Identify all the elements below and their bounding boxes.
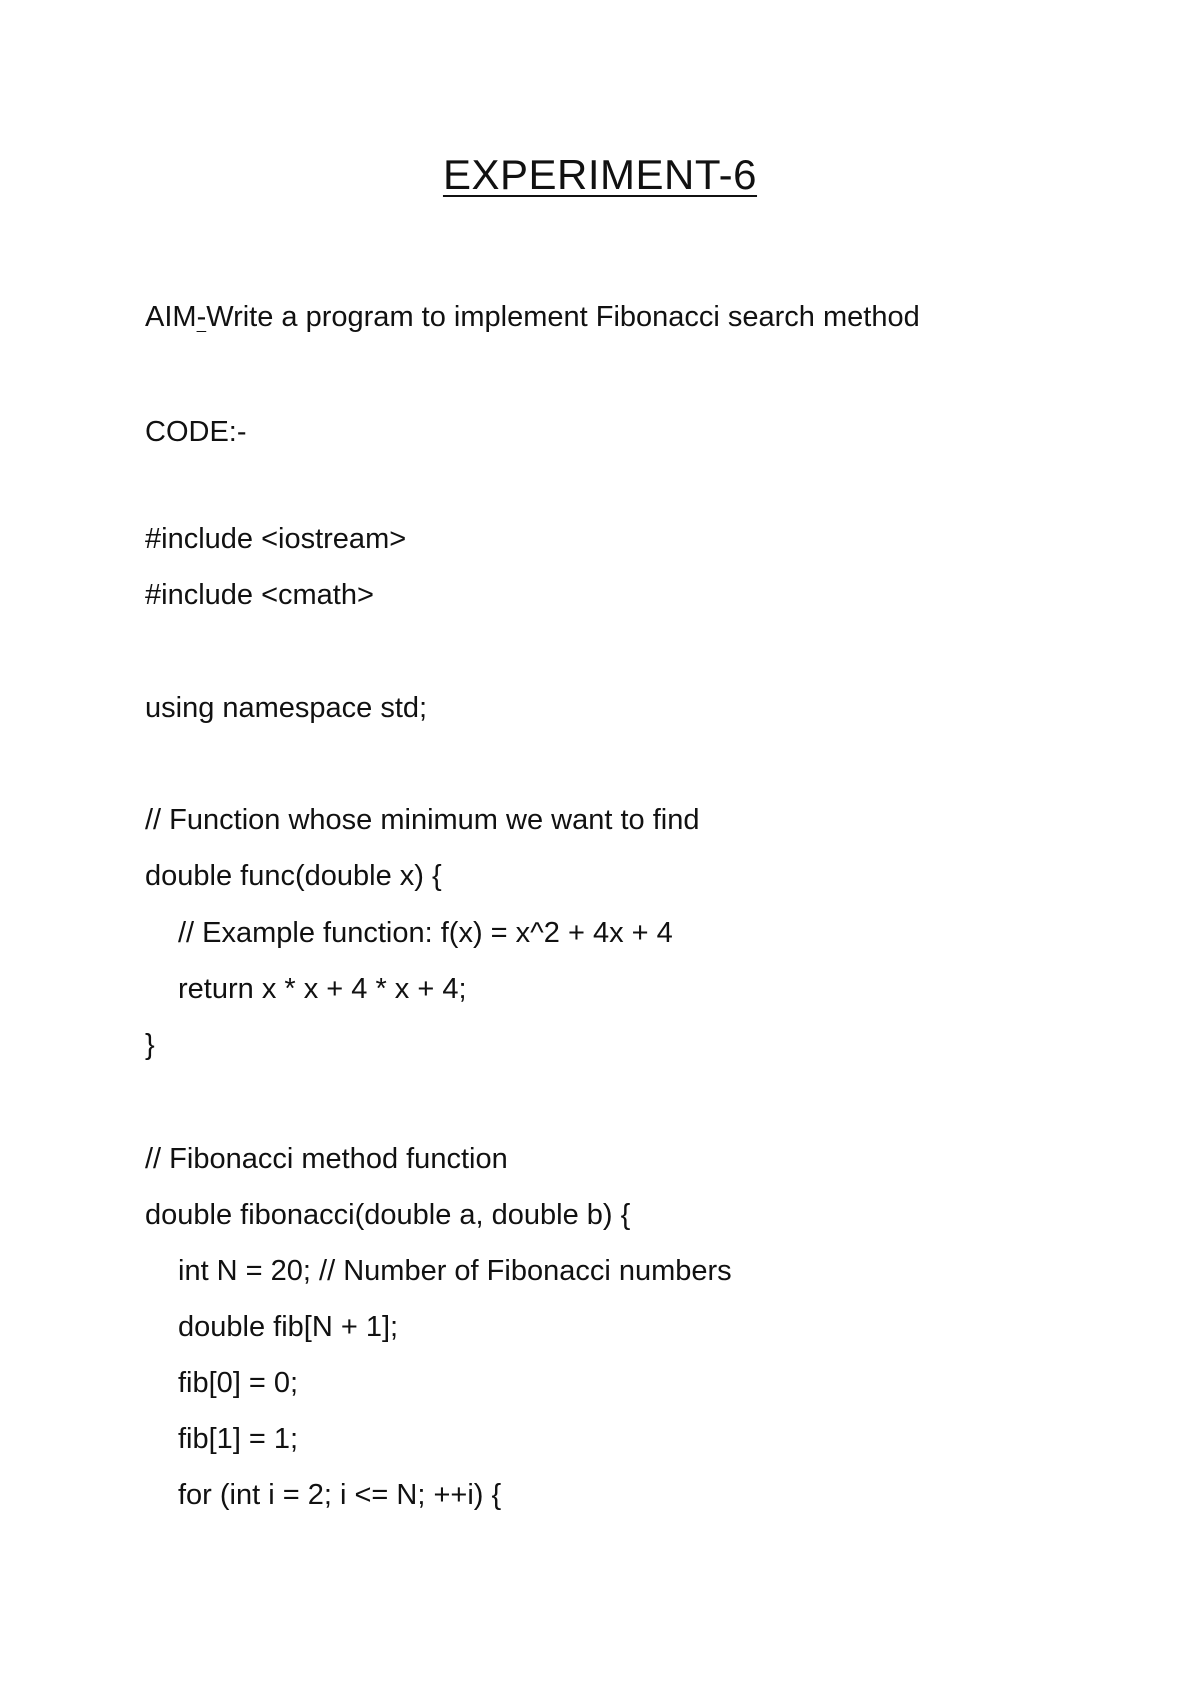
code-comment-line: // Fibonacci method function (145, 1143, 508, 1175)
aim-line (145, 299, 920, 335)
code-line: return x * x + 4 * x + 4; (178, 973, 467, 1005)
experiment-title-text: EXPERIMENT-6 (442, 151, 758, 198)
code-line: fib[1] = 1; (178, 1423, 299, 1455)
experiment-title (0, 150, 1200, 200)
code-line: using namespace std; (145, 692, 428, 724)
code-line: int N = 20; // Number of Fibonacci numbers (178, 1255, 732, 1287)
code-label: CODE:- (145, 416, 247, 448)
aim-dash: - (196, 301, 207, 333)
code-comment-line: // Example function: f(x) = x^2 + 4x + 4 (178, 917, 673, 949)
code-line: } (145, 1029, 155, 1061)
code-line: #include <iostream> (145, 523, 407, 555)
aim-text: Write a program to implement Fibonacci search method (206, 301, 920, 333)
aim-label: AIM (145, 301, 197, 333)
code-line: for (int i = 2; i <= N; ++i) { (178, 1479, 502, 1511)
code-comment-line: // Function whose minimum we want to find (145, 804, 700, 836)
code-line: double fibonacci(double a, double b) { (145, 1199, 631, 1231)
code-line: fib[0] = 0; (178, 1367, 299, 1399)
code-line: double func(double x) { (145, 860, 442, 892)
code-line: double fib[N + 1]; (178, 1311, 399, 1343)
code-line: #include <cmath> (145, 579, 374, 611)
